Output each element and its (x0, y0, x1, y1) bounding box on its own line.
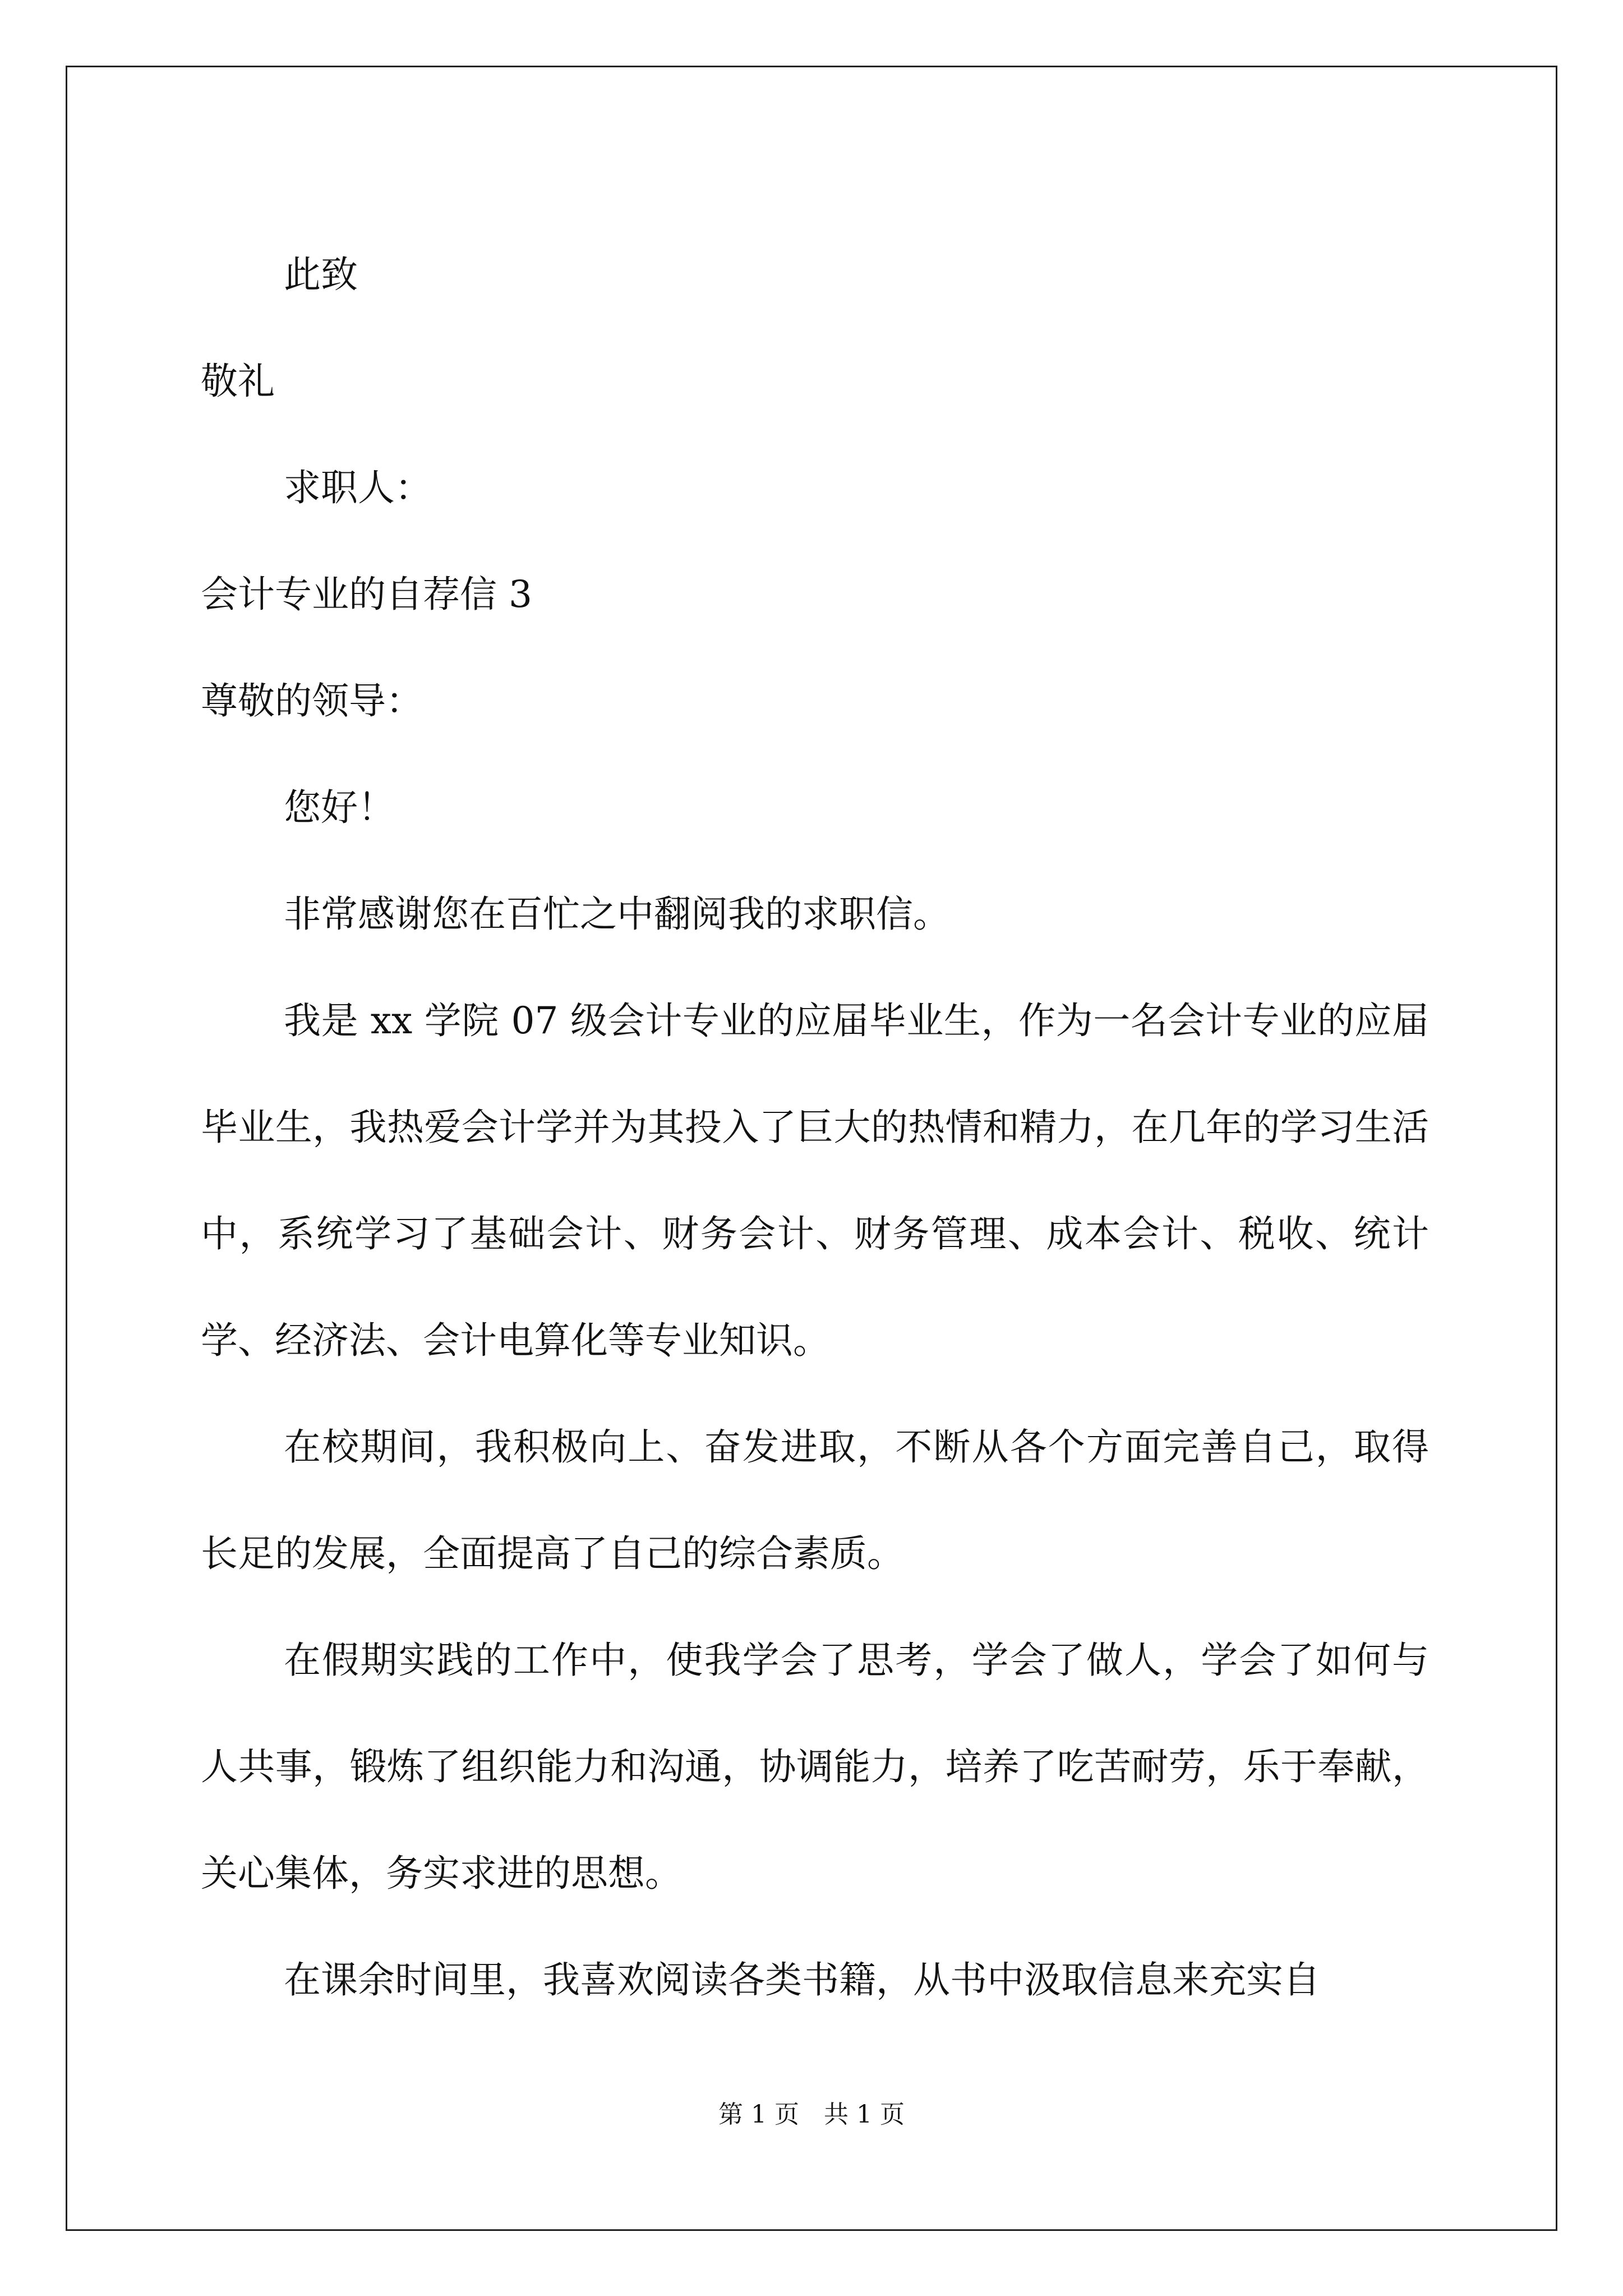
paragraph-thanks: 非常感谢您在百忙之中翻阅我的求职信。 (284, 892, 950, 936)
paragraph-spare-time: 在课余时间里，我喜欢阅读各类书籍，从书中汲取信息来充实自 (284, 1958, 1320, 2001)
signature-label: 求职人： (284, 466, 432, 509)
salute-line: 敬礼 (201, 360, 275, 403)
closing-line: 此致 (284, 253, 358, 296)
paragraph-introduction: 我是 xx 学院 07 级会计专业的应届毕业生，作为一名会计专业的应届毕业生，我热爱会计学并为其投入了巨大的热情和精力，在几年的学习生活中，系统学习了基础会计、财务会计、财务管理、成本会计、税收、统计学、经济法、会计电算化等专业知识。 (201, 999, 1429, 1362)
paragraph-school-period: 在校期间，我积极向上、奋发进取，不断从各个方面完善自己，取得长足的发展，全面提高了自己的综合素质。 (201, 1425, 1429, 1575)
section-title: 会计专业的自荐信 3 (201, 573, 532, 616)
paragraph-practice: 在假期实践的工作中，使我学会了思考，学会了做人，学会了如何与人共事，锻炼了组织能力和沟通，协调能力，培养了吃苦耐劳，乐于奉献，关心集体，务实求进的思想。 (201, 1639, 1429, 1895)
page-footer: 第 1 页 共 1 页 (718, 2100, 905, 2129)
greeting: 尊敬的领导： (201, 679, 423, 723)
document-body (201, 222, 1429, 2033)
opening-line: 您好！ (284, 786, 395, 829)
